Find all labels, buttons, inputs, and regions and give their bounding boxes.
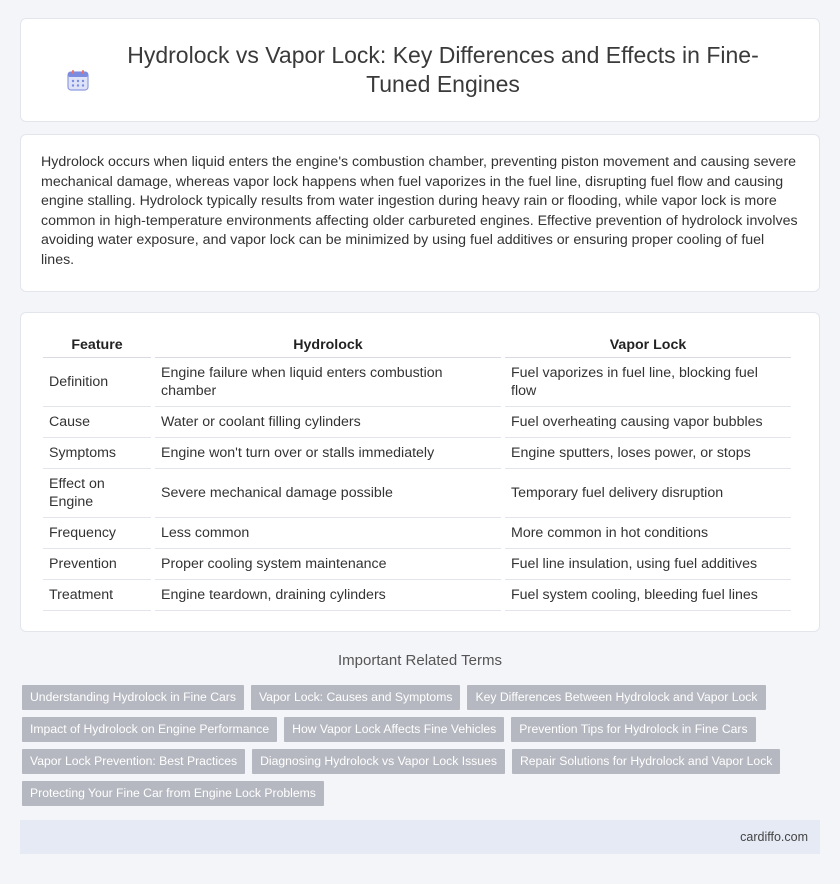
footer [20, 820, 820, 854]
table-row [43, 407, 791, 438]
cell-feature: Treatment [43, 580, 151, 611]
table-row [43, 518, 791, 549]
title-card [20, 18, 820, 122]
intro-card [20, 134, 820, 292]
related-term-tag[interactable]: How Vapor Lock Affects Fine Vehicles [284, 717, 504, 742]
table-row [43, 549, 791, 580]
cell-feature: Cause [43, 407, 151, 438]
calendar-icon [67, 69, 89, 91]
cell-feature: Symptoms [43, 438, 151, 469]
cell-feature: Prevention [43, 549, 151, 580]
cell-hydrolock: Less common [155, 518, 501, 549]
header-vapor-lock: Vapor Lock [505, 331, 791, 358]
related-term-tag[interactable]: Vapor Lock Prevention: Best Practices [22, 749, 245, 774]
cell-hydrolock: Severe mechanical damage possible [155, 469, 501, 518]
related-term-tag[interactable]: Understanding Hydrolock in Fine Cars [22, 685, 244, 710]
header-feature: Feature [43, 331, 151, 358]
cell-hydrolock: Water or coolant filling cylinders [155, 407, 501, 438]
cell-feature: Effect on Engine [43, 469, 151, 518]
intro-paragraph: Hydrolock occurs when liquid enters the engine's combustion chamber, preventing piston movement and causing severe mechanical damage, whereas vapor lock happens when fuel vaporizes in the fuel line, disrupting fuel flow and causing engine stalling. Hydrolock typically results from water ingestion during heavy rain or flooding, while vapor lock is more common in high-temperature environments affecting older carbureted engines. Effective prevention of hydrolock involves avoiding water exposure, and vapor lock can be minimized by using fuel additives or ensuring proper cooling of fuel lines. [41, 154, 798, 268]
related-term-tag[interactable]: Protecting Your Fine Car from Engine Lock Problems [22, 781, 324, 806]
comparison-table [39, 331, 795, 611]
related-term-tag[interactable]: Impact of Hydrolock on Engine Performance [22, 717, 277, 742]
related-term-tag[interactable]: Repair Solutions for Hydrolock and Vapor Lock [512, 749, 780, 774]
title-wrap [67, 41, 773, 99]
footer-site-link[interactable]: cardiffo.com [740, 830, 808, 844]
cell-hydrolock: Engine won't turn over or stalls immediately [155, 438, 501, 469]
cell-vapor-lock: More common in hot conditions [505, 518, 791, 549]
table-row [43, 469, 791, 518]
table-row [43, 580, 791, 611]
related-term-tag[interactable]: Prevention Tips for Hydrolock in Fine Cars [511, 717, 755, 742]
cell-feature: Definition [43, 358, 151, 407]
header-hydrolock: Hydrolock [155, 331, 501, 358]
cell-hydrolock: Proper cooling system maintenance [155, 549, 501, 580]
cell-hydrolock: Engine teardown, draining cylinders [155, 580, 501, 611]
page-title: Hydrolock vs Vapor Lock: Key Differences and Effects in Fine-Tuned Engines [127, 42, 759, 97]
cell-vapor-lock: Engine sputters, loses power, or stops [505, 438, 791, 469]
cell-vapor-lock: Fuel vaporizes in fuel line, blocking fuel flow [505, 358, 791, 407]
related-terms-list [22, 685, 822, 813]
related-term-tag[interactable]: Key Differences Between Hydrolock and Vapor Lock [467, 685, 765, 710]
cell-hydrolock: Engine failure when liquid enters combustion chamber [155, 358, 501, 407]
table-row [43, 438, 791, 469]
related-terms-heading: Important Related Terms [338, 652, 502, 669]
cell-vapor-lock: Fuel overheating causing vapor bubbles [505, 407, 791, 438]
cell-feature: Frequency [43, 518, 151, 549]
cell-vapor-lock: Temporary fuel delivery disruption [505, 469, 791, 518]
cell-vapor-lock: Fuel system cooling, bleeding fuel lines [505, 580, 791, 611]
related-term-tag[interactable]: Diagnosing Hydrolock vs Vapor Lock Issues [252, 749, 505, 774]
related-term-tag[interactable]: Vapor Lock: Causes and Symptoms [251, 685, 461, 710]
table-header-row [43, 331, 791, 358]
comparison-table-card [20, 312, 820, 632]
table-row [43, 358, 791, 407]
cell-vapor-lock: Fuel line insulation, using fuel additives [505, 549, 791, 580]
